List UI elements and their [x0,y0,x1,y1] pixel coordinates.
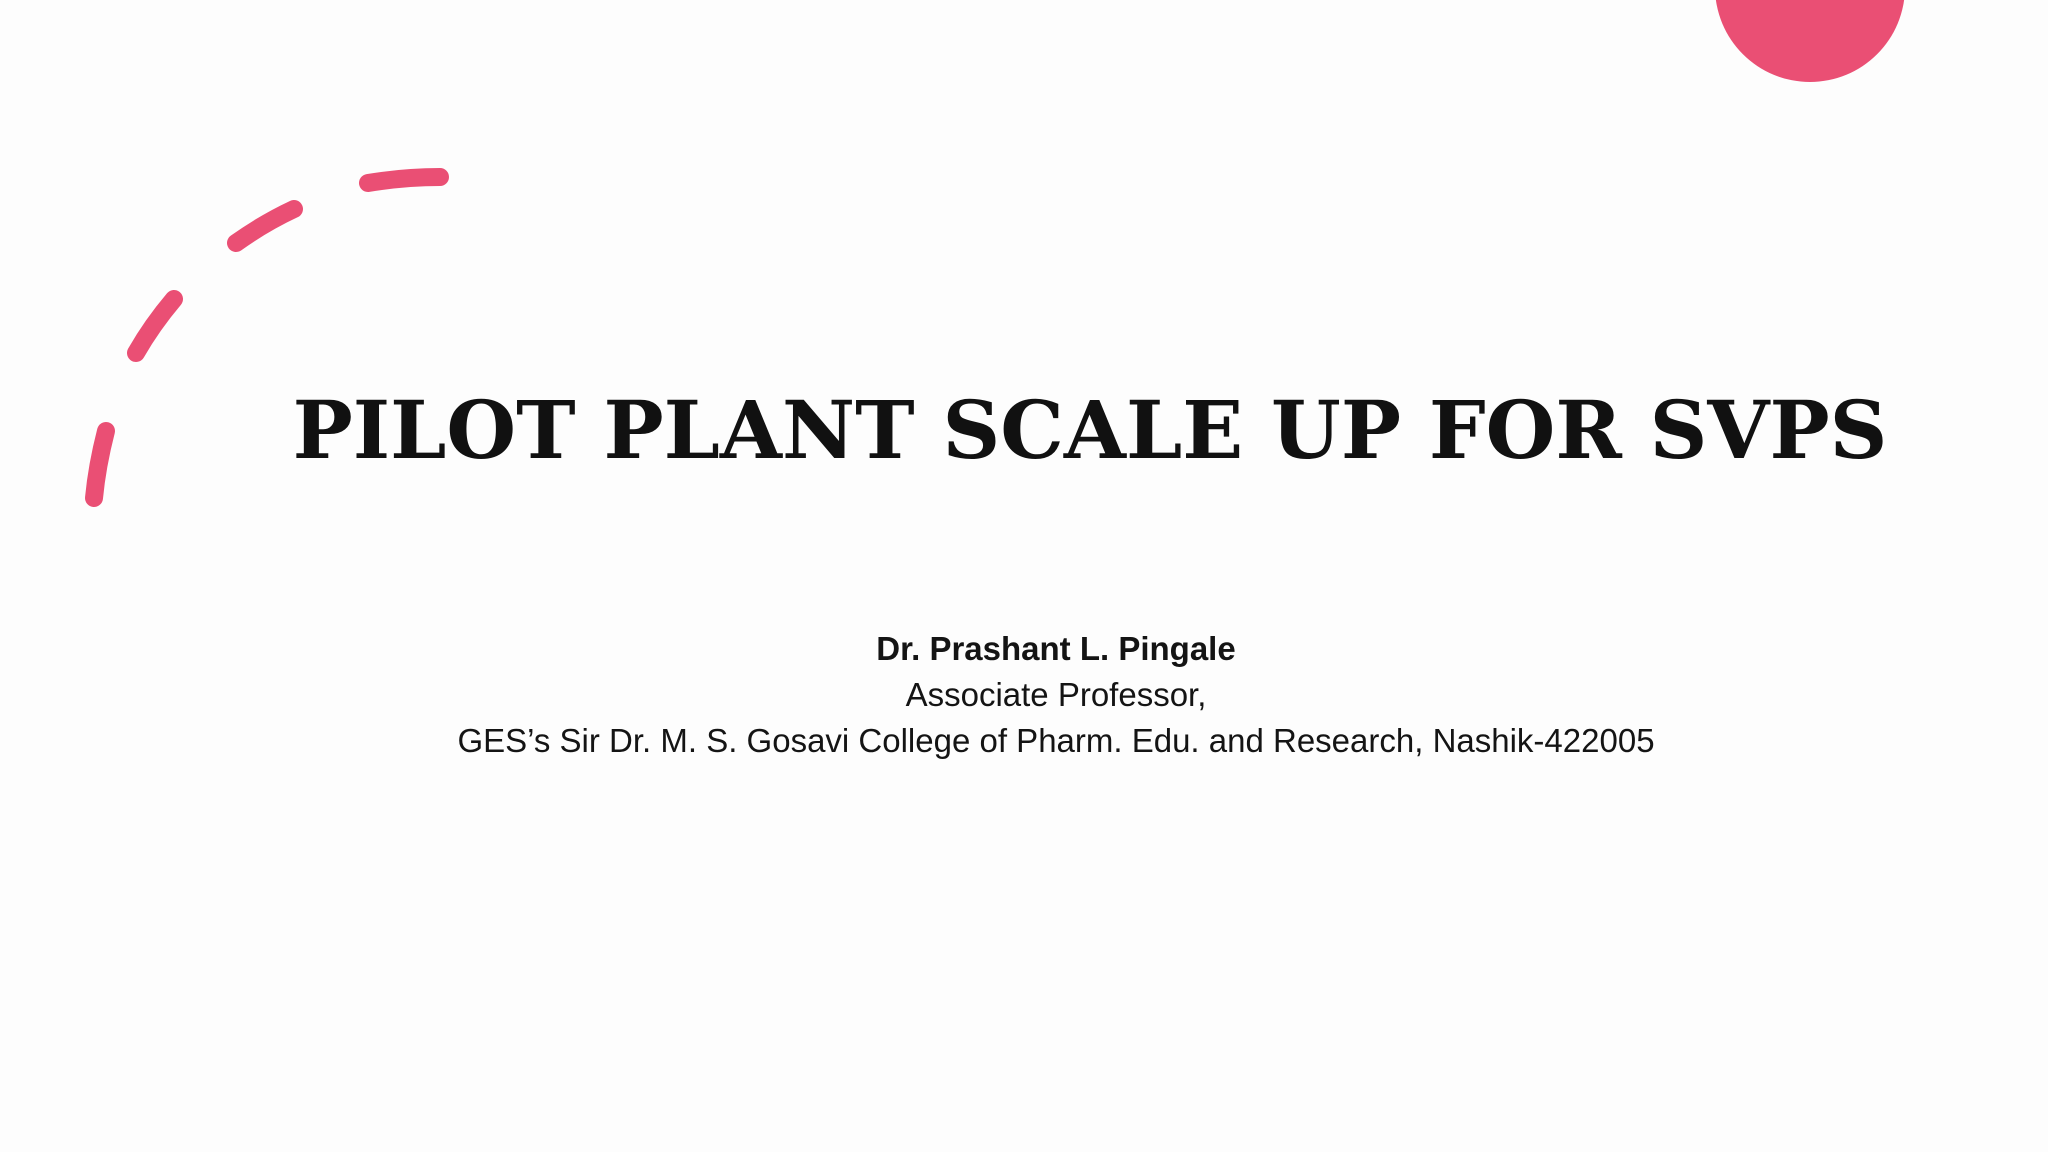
dashed-arc-segment [236,209,294,243]
author-name: Dr. Prashant L. Pingale [876,630,1236,667]
dashed-arc-segment [136,299,174,353]
pink-circle-decoration [1715,0,1905,82]
slide-title: PILOT PLANT SCALE UP FOR SVPS [292,383,1888,477]
author-position: Associate Professor, [905,676,1207,713]
dashed-arc-decoration [368,177,440,183]
author-block [0,626,2048,764]
author-institution: GES’s Sir Dr. M. S. Gosavi College of Pharm. Edu. and Research, Nashik-422005 [457,722,1655,759]
